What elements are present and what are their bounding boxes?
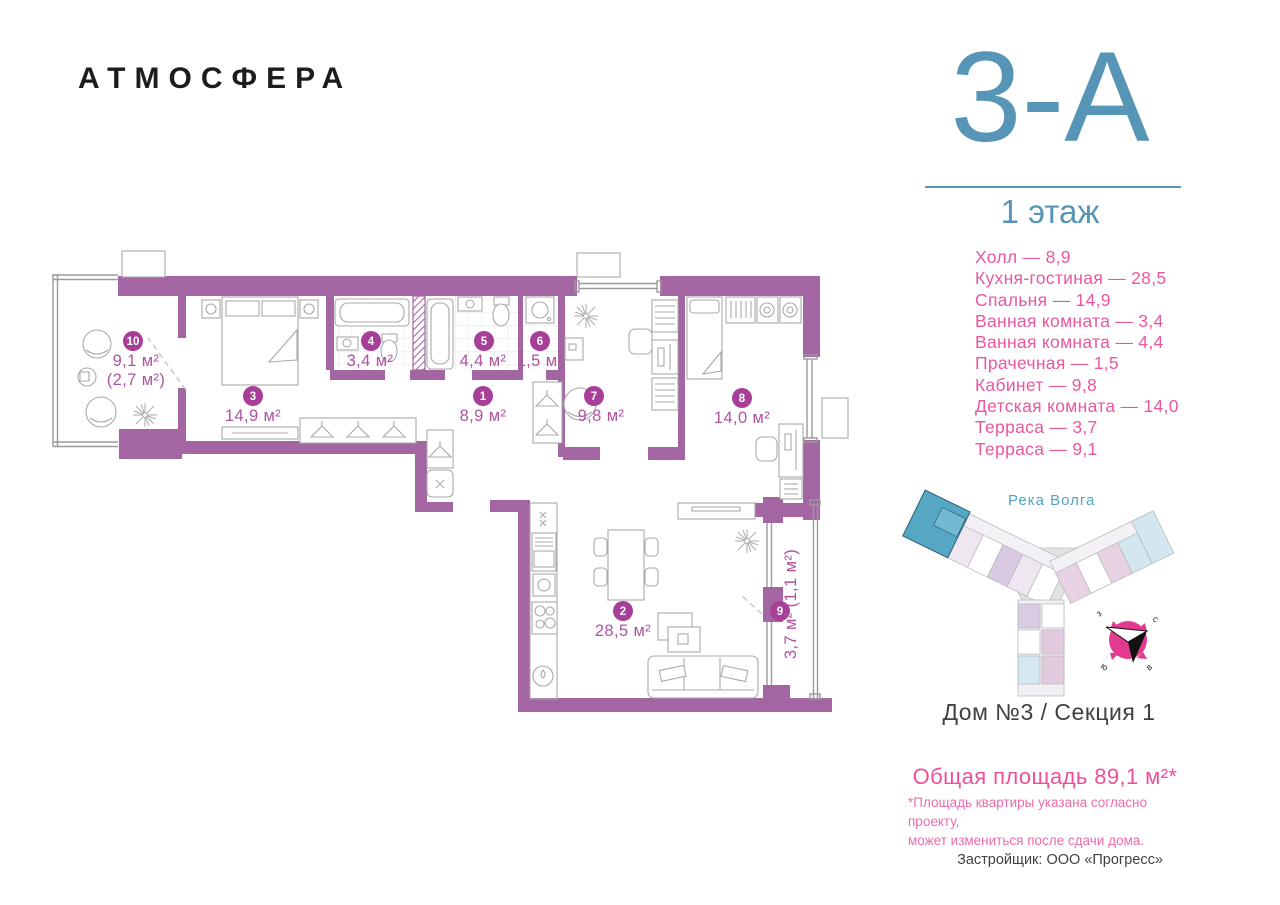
room-list-item: Холл — 8,9 xyxy=(975,247,1071,267)
area-note xyxy=(908,793,1193,850)
room-list-item: Детская комната — 14,0 xyxy=(975,396,1179,417)
svg-text:с: с xyxy=(1150,613,1161,625)
developer-line: Застройщик: ООО «Прогресс» xyxy=(957,852,1163,868)
brand-logo: АТМОСФЕРА xyxy=(78,62,353,95)
room-list-item: Ванная комната — 3,4 xyxy=(975,310,1164,331)
room-list xyxy=(975,247,1179,460)
room-list-item: Кабинет — 9,8 xyxy=(975,374,1098,395)
svg-text:6: 6 xyxy=(536,336,544,348)
room-list-item: Кухня-гостиная — 28,5 xyxy=(975,268,1167,289)
room-list-item: Терраса — 3,7 xyxy=(975,417,1098,438)
svg-text:9,8 м²: 9,8 м² xyxy=(577,407,625,425)
hall-furniture xyxy=(427,382,562,497)
svg-text:5: 5 xyxy=(480,336,488,348)
vent-shaft xyxy=(413,296,425,370)
site-map xyxy=(903,490,1174,696)
svg-text:14,0 м²: 14,0 м² xyxy=(713,409,771,427)
unit-divider xyxy=(925,186,1181,188)
window-office-top xyxy=(575,281,661,292)
svg-text:(2,7 м²): (2,7 м²) xyxy=(106,371,166,389)
room-list-item: Спальня — 14,9 xyxy=(975,289,1111,310)
svg-text:ю: ю xyxy=(1098,660,1111,673)
svg-text:4: 4 xyxy=(367,336,375,348)
office-furniture xyxy=(564,300,678,420)
svg-text:1,5 м²: 1,5 м² xyxy=(516,352,564,370)
shaft-top-left xyxy=(122,251,165,277)
room-list-item: Терраса — 9,1 xyxy=(975,438,1098,459)
svg-text:3,7 м² (1,1 м²): 3,7 м² (1,1 м²) xyxy=(782,548,800,660)
window-child-right xyxy=(804,355,817,442)
svg-text:3: 3 xyxy=(249,391,257,403)
room-list-item: Ванная комната — 4,4 xyxy=(975,332,1164,353)
svg-text:4,4 м²: 4,4 м² xyxy=(459,352,507,370)
room-list-item: Прачечная — 1,5 xyxy=(975,353,1119,374)
unit-code: 3-А xyxy=(950,26,1150,169)
svg-text:3,4 м²: 3,4 м² xyxy=(346,352,394,370)
svg-text:з: з xyxy=(1094,608,1104,619)
unit-floor: 1 этаж xyxy=(1000,193,1100,230)
svg-text:1: 1 xyxy=(479,391,487,403)
total-area: Общая площадь 89,1 м²* xyxy=(912,764,1178,789)
svg-text:2: 2 xyxy=(619,606,627,618)
room-labels xyxy=(107,331,800,659)
laundry-fixtures xyxy=(526,297,554,323)
area-note-line1: *Площадь квартиры указана согласно проекту, xyxy=(908,795,1147,829)
svg-text:8: 8 xyxy=(738,393,746,405)
svg-text:9: 9 xyxy=(776,606,784,618)
area-note-line2: может измениться после сдачи дома. xyxy=(908,833,1144,848)
kitchen-furniture xyxy=(530,503,759,699)
svg-text:9,1 м²: 9,1 м² xyxy=(112,352,160,370)
river-label: Река Волга xyxy=(1008,492,1096,509)
exterior-box xyxy=(822,398,848,438)
svg-text:8,9 м²: 8,9 м² xyxy=(459,407,507,425)
terrace9-door-swing xyxy=(740,594,762,614)
svg-text:10: 10 xyxy=(126,336,140,348)
svg-text:14,9 м²: 14,9 м² xyxy=(224,407,282,425)
svg-text:в: в xyxy=(1144,661,1154,673)
svg-text:7: 7 xyxy=(590,391,598,403)
svg-text:28,5 м²: 28,5 м² xyxy=(594,622,652,640)
building-section-caption: Дом №3 / Секция 1 xyxy=(942,699,1156,725)
shaft-top-middle xyxy=(577,253,620,277)
compass xyxy=(1094,608,1161,673)
